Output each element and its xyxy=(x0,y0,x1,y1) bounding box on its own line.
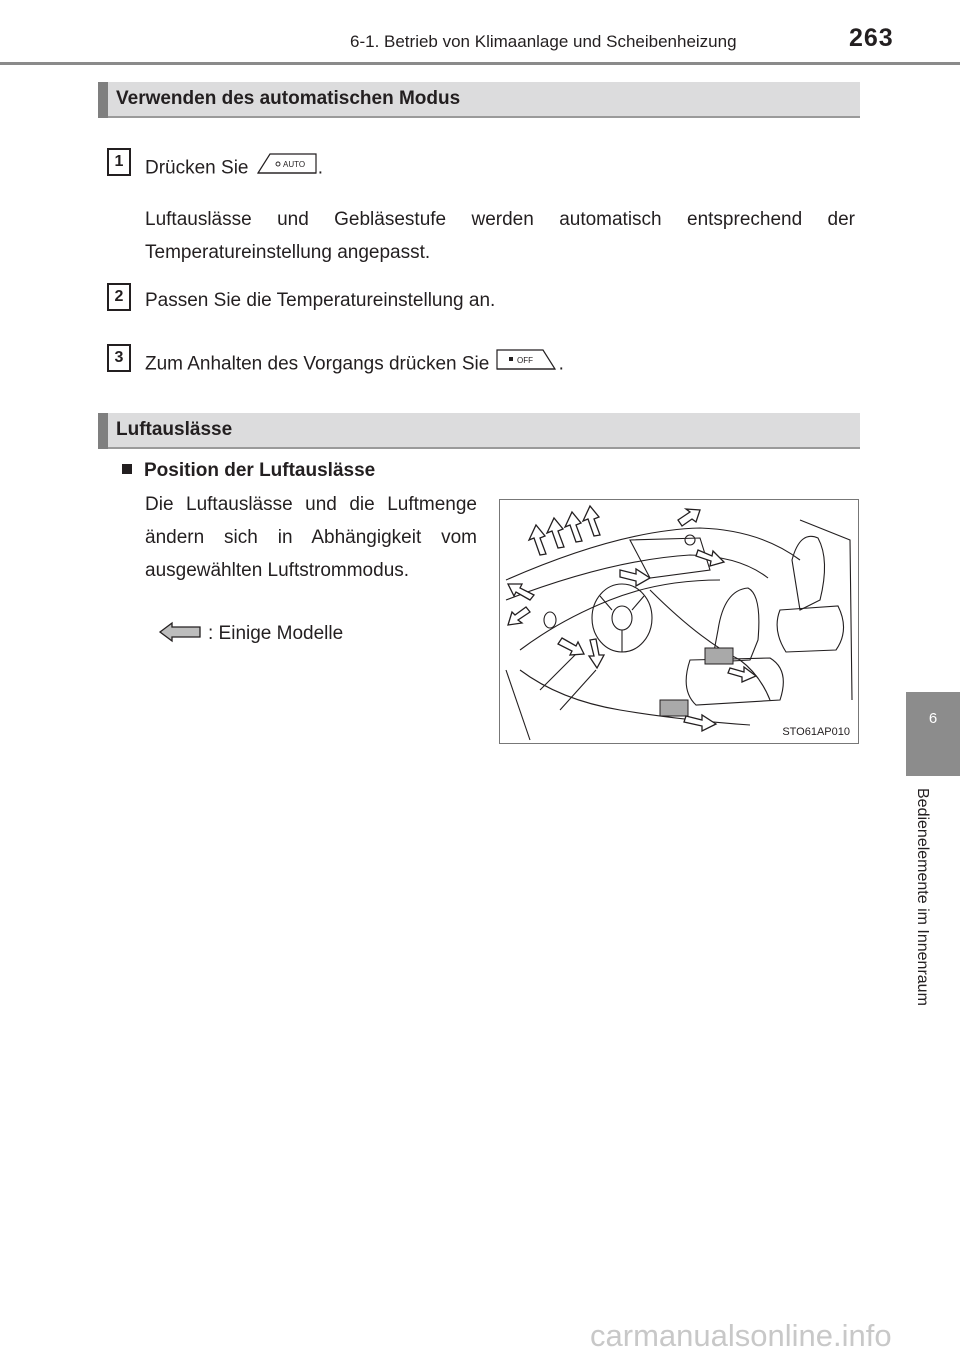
square-bullet-icon xyxy=(122,464,132,474)
off-button-label: OFF xyxy=(516,356,533,365)
watermark: carmanualsonline.info xyxy=(590,1318,892,1353)
step-3-instruction xyxy=(145,345,564,384)
step-1-text: Drücken Sie xyxy=(145,157,249,179)
vents-description: Die Luftauslässe und die Luftmenge ändern sich in Abhängigkeit vom ausgewählten Luftstrommodus. xyxy=(145,494,477,581)
step-badge-2: 2 xyxy=(107,283,131,311)
grey-arrow-icon xyxy=(158,621,202,648)
step-badge-1: 1 xyxy=(107,148,131,176)
step-2-instruction: Passen Sie die Temperatureinstellung an. xyxy=(145,290,496,311)
auto-button-label: AUTO xyxy=(282,160,305,169)
subheading xyxy=(122,460,375,482)
car-interior-drawing xyxy=(500,500,858,743)
subheading-text: Position der Luftauslässe xyxy=(144,460,376,481)
step-1-period: . xyxy=(317,157,324,179)
section-bar-auto-mode xyxy=(98,82,860,118)
vent-location-illustration xyxy=(499,499,859,744)
page-number: 263 xyxy=(849,24,894,52)
step-3-text: Zum Anhalten des Vorgangs drücken Sie xyxy=(145,353,490,375)
section-title: Luftauslässe xyxy=(116,419,233,440)
section-title: Verwenden des automatischen Modus xyxy=(116,88,461,109)
step-badge-3: 3 xyxy=(107,344,131,372)
step-3-period: . xyxy=(558,353,564,375)
chapter-tab xyxy=(906,692,960,776)
auto-button-icon xyxy=(254,149,318,188)
step-1-instruction xyxy=(145,149,323,188)
running-header-section: 6-1. Betrieb von Klimaanlage und Scheibenheizung xyxy=(350,32,737,51)
legend-text: : Einige Modelle xyxy=(208,623,344,644)
off-button-icon xyxy=(495,345,559,384)
header-rule xyxy=(0,62,960,65)
chapter-title: Bedienelemente im Innenraum xyxy=(914,788,931,1006)
chapter-number: 6 xyxy=(928,710,938,727)
section-bar-air-vents xyxy=(98,413,860,449)
step-1-note: Luftauslässe und Gebläsestufe werden automatisch entsprechend der Temperatureinstellung angepasst. xyxy=(145,209,855,263)
figure-code: STO61AP010 xyxy=(782,726,850,738)
